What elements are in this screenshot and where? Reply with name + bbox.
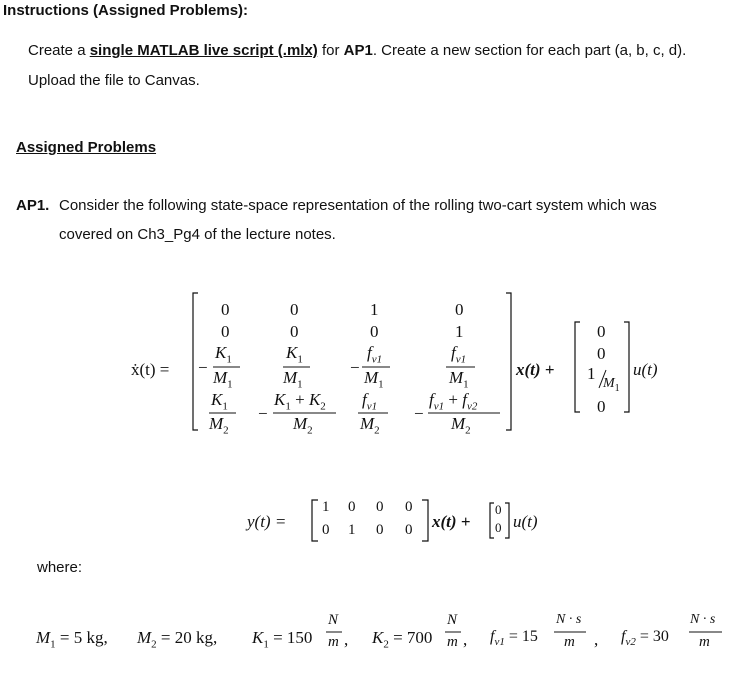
param-fv1-name: $f_{v1}$ xyxy=(490,628,505,649)
param-fv1 xyxy=(490,628,538,648)
param-k1-unit-num: N xyxy=(328,612,339,628)
param-k1-value: = 150 xyxy=(273,628,313,647)
assigned-problems-heading: Assigned Problems xyxy=(16,139,157,156)
a33-denominator: $M_1$ xyxy=(364,368,384,391)
param-k1-name: $K_1$ xyxy=(252,628,269,651)
ap1-reference: AP1 xyxy=(343,42,373,59)
instructions-text-mid: for xyxy=(317,42,344,59)
param-fv1-sep: , xyxy=(594,630,599,649)
param-m2-value: = 20 kg, xyxy=(160,628,218,647)
c22: 1 xyxy=(348,522,356,538)
c12: 0 xyxy=(348,499,356,515)
param-fv1-value: = 15 xyxy=(508,628,538,645)
a11: 0 xyxy=(221,300,230,319)
c-matrix-left-bracket xyxy=(312,500,318,541)
a42-numerator: $K_1 + K_2$ xyxy=(274,390,326,413)
c14: 0 xyxy=(405,499,413,515)
a43-numerator: $f_{v1}$ xyxy=(362,390,378,413)
problem-text-line-2: covered on Ch3_Pg4 of the lecture notes. xyxy=(59,226,336,243)
c13: 0 xyxy=(376,499,384,515)
c23: 0 xyxy=(376,522,384,538)
a22: 0 xyxy=(290,322,299,341)
b1: 0 xyxy=(597,322,606,341)
param-m1-name: $M_1$ xyxy=(36,628,56,651)
state-x-term: x(t) + xyxy=(516,360,555,379)
a41-denominator: $M_2$ xyxy=(209,414,229,437)
a42-minus: − xyxy=(258,404,268,423)
a33-numerator: $f_{v1}$ xyxy=(367,343,383,366)
c-matrix-right-bracket xyxy=(422,500,428,541)
a24: 1 xyxy=(455,322,464,341)
a14: 0 xyxy=(455,300,464,319)
param-k2-unit-num: N xyxy=(447,612,458,628)
param-m2 xyxy=(137,628,217,650)
param-fv1-unit-den: m xyxy=(564,634,575,650)
instructions-line-2: Upload the file to Canvas. xyxy=(28,72,200,89)
a34-numerator: $f_{v1}$ xyxy=(451,343,467,366)
a31-denominator: $M_1$ xyxy=(213,368,233,391)
param-k1-sep: , xyxy=(344,630,349,649)
b-matrix-left-bracket xyxy=(575,322,580,412)
state-u-term: u(t) xyxy=(633,360,658,379)
b-matrix-right-bracket xyxy=(624,322,629,412)
d-matrix-right-bracket xyxy=(505,503,509,538)
a12: 0 xyxy=(290,300,299,319)
param-fv2-unit-den: m xyxy=(699,634,710,650)
param-fv1-unit-num: N · s xyxy=(556,612,582,627)
param-k1-unit-den: m xyxy=(328,634,339,650)
d1: 0 xyxy=(495,502,502,517)
param-k2-name: $K_2$ xyxy=(372,628,389,651)
param-m2-name: $M_2$ xyxy=(137,628,157,651)
b3-numerator: 1 xyxy=(587,364,596,383)
b3-denominator: $M_1$ xyxy=(603,376,620,394)
c11: 1 xyxy=(322,499,330,515)
instructions-text-suffix: . Create a new section for each part (a, b, c, d). xyxy=(372,42,687,59)
a13: 1 xyxy=(370,300,379,319)
param-m1-value: = 5 kg, xyxy=(59,628,108,647)
a34-denominator: $M_1$ xyxy=(449,368,469,391)
xdot-lhs: ẋ(t) = xyxy=(131,360,170,379)
d2: 0 xyxy=(495,520,502,535)
a44-numerator: $f_{v1} + f_{v2}$ xyxy=(429,390,478,413)
c21: 0 xyxy=(322,522,330,538)
live-script-emphasis: single MATLAB live script (.mlx) xyxy=(89,42,318,59)
c24: 0 xyxy=(405,522,413,538)
a44-minus: − xyxy=(414,404,424,423)
instructions-text-prefix: Create a xyxy=(28,42,90,59)
b2: 0 xyxy=(597,344,606,363)
instructions-title: Instructions (Assigned Problems): xyxy=(3,2,249,19)
a-matrix-right-bracket xyxy=(506,293,511,430)
where-label: where: xyxy=(37,559,83,576)
param-fv2-unit-num: N · s xyxy=(690,612,716,627)
a21: 0 xyxy=(221,322,230,341)
problem-label: AP1. xyxy=(16,197,50,214)
a33-minus: − xyxy=(350,358,360,377)
a41-numerator: $K_1$ xyxy=(211,390,228,413)
param-k2-value: = 700 xyxy=(393,628,433,647)
output-equation-lhs: y(t) = xyxy=(247,512,287,531)
param-fv2-name: $f_{v2}$ xyxy=(621,628,636,649)
problem-text-line-1: Consider the following state-space representation of the rolling two-cart system which was xyxy=(59,197,657,214)
param-k2-sep: , xyxy=(463,630,468,649)
a43-denominator: $M_2$ xyxy=(360,414,380,437)
a31-minus: − xyxy=(198,358,208,377)
a42-denominator: $M_2$ xyxy=(293,414,313,437)
a44-denominator: $M_2$ xyxy=(451,414,471,437)
b4: 0 xyxy=(597,397,606,416)
a23: 0 xyxy=(370,322,379,341)
param-k2 xyxy=(372,628,432,650)
param-k1 xyxy=(252,628,312,650)
a32-numerator: $K_1$ xyxy=(286,343,303,366)
param-m1 xyxy=(36,628,108,650)
output-u-term: u(t) xyxy=(513,512,538,531)
a32-denominator: $M_1$ xyxy=(283,368,303,391)
param-k2-unit-den: m xyxy=(447,634,458,650)
param-fv2-value: = 30 xyxy=(639,628,669,645)
output-x-term: x(t) + xyxy=(432,512,471,531)
d-matrix-left-bracket xyxy=(490,503,494,538)
a31-numerator: $K_1$ xyxy=(215,343,232,366)
param-fv2 xyxy=(621,628,669,648)
